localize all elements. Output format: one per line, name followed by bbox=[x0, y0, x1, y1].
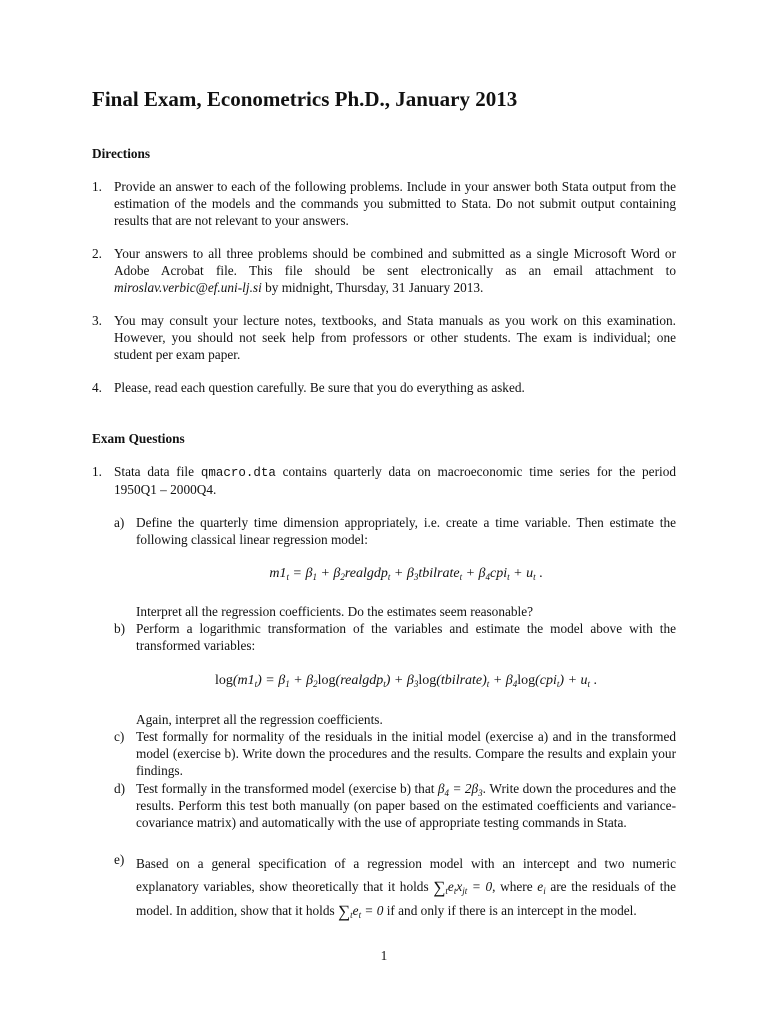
part-a-after: Interpret all the regression coefficients. Do the estimates seem reasonable? bbox=[136, 604, 534, 619]
part-label: a) bbox=[114, 515, 125, 530]
part-label: e) bbox=[114, 852, 125, 867]
direction-text: Please, read each question carefully. Be sure that you do everything as asked. bbox=[114, 380, 525, 395]
question-number: 1. bbox=[92, 464, 102, 479]
part-d-text: Test formally in the transformed model (exercise b) that $\beta_4 = 2\beta_3$. Write down the procedures and the results. Perform this test both manually (on paper based on the estimated coefficients and variance-covariance matrix) and automatically with the use of appropriate testing commands in Stata. bbox=[136, 781, 676, 830]
sum-residual-regressor-expression: $\sum_te_tx_{jt} = 0$ bbox=[433, 878, 493, 897]
direction-text: You may consult your lecture notes, textbooks, and Stata manuals as you work on this examination. However, you should not seek help from professors or other students. The exam is individual; one student per exam paper. bbox=[114, 313, 676, 362]
part-label: c) bbox=[114, 729, 125, 744]
part-a-text: Define the quarterly time dimension appropriately, i.e. create a time variable. Then estimate the following classical linear regression model: bbox=[136, 515, 676, 547]
residual-symbol: $e_i$ bbox=[537, 879, 546, 896]
direction-text: Provide an answer to each of the following problems. Include in your answer both Stata output from the estimation of the models and the commands you submitted to Stata. Do not submit output containing results that are not relevant to your answers. bbox=[114, 179, 676, 228]
part-e-text: Based on a general specification of a regression model with an intercept and two numeric explanatory variables, show theoretically that it holds $\sum_te_tx_{jt} = 0$, where $e_i$ are the residuals of the model. In addition, show that it holds $\sum_te_t = 0$ if and only if there is an intercept in the model. bbox=[136, 856, 676, 921]
hypothesis-expression: $\beta_4 = 2\beta_3$ bbox=[437, 781, 483, 798]
regression-equation-log: $\log(m1_t) = \beta_1$ + $\beta_2\log(realgdp_t)$ + $\beta_3\log(tbilrate)_t + \beta_4\log(cpi_t) + u_t$ . bbox=[214, 673, 598, 689]
page-number: 1 bbox=[380, 948, 388, 963]
directions-heading: Directions bbox=[92, 146, 151, 161]
regression-equation-linear: $m1_t = \beta_1$ + $\beta_2realgdp_t$ + $\beta_3tbilrate_t + \beta_4cpi_t + u_t$ . bbox=[269, 566, 543, 582]
direction-number: 1. bbox=[92, 179, 102, 194]
question-text: Stata data file qmacro.dta contains quarterly data on macroeconomic time series for the period 1950Q1 – 2000Q4. bbox=[114, 464, 676, 497]
part-label: b) bbox=[114, 621, 126, 636]
direction-number: 4. bbox=[92, 380, 102, 395]
data-file-name: qmacro.dta bbox=[200, 466, 276, 480]
part-c-text: Test formally for normality of the residuals in the initial model (exercise a) and in the transformed model (exercise b). Write down the procedures and the results. Compare the results and explain your findings. bbox=[136, 729, 676, 778]
direction-number: 2. bbox=[92, 246, 102, 261]
part-b-after: Again, interpret all the regression coefficients. bbox=[136, 712, 383, 727]
email-address: miroslav.verbic@ef.uni-lj.si bbox=[114, 279, 262, 295]
part-b-text: Perform a logarithmic transformation of the variables and estimate the model above with the transformed variables: bbox=[136, 621, 676, 653]
page-title: Final Exam, Econometrics Ph.D., January 2013 bbox=[92, 87, 518, 111]
direction-text: Your answers to all three problems should be combined and submitted as a single Microsoft Word or Adobe Acrobat file. This file should be sent electronically as an email attachment to miroslav.verbic@ef.uni-lj.si by midnight, Thursday, 31 January 2013. bbox=[114, 246, 676, 295]
part-label: d) bbox=[114, 781, 126, 796]
sum-residuals-expression: $\sum_te_t = 0$ bbox=[338, 902, 384, 921]
questions-heading: Exam Questions bbox=[92, 431, 185, 446]
direction-number: 3. bbox=[92, 313, 102, 328]
